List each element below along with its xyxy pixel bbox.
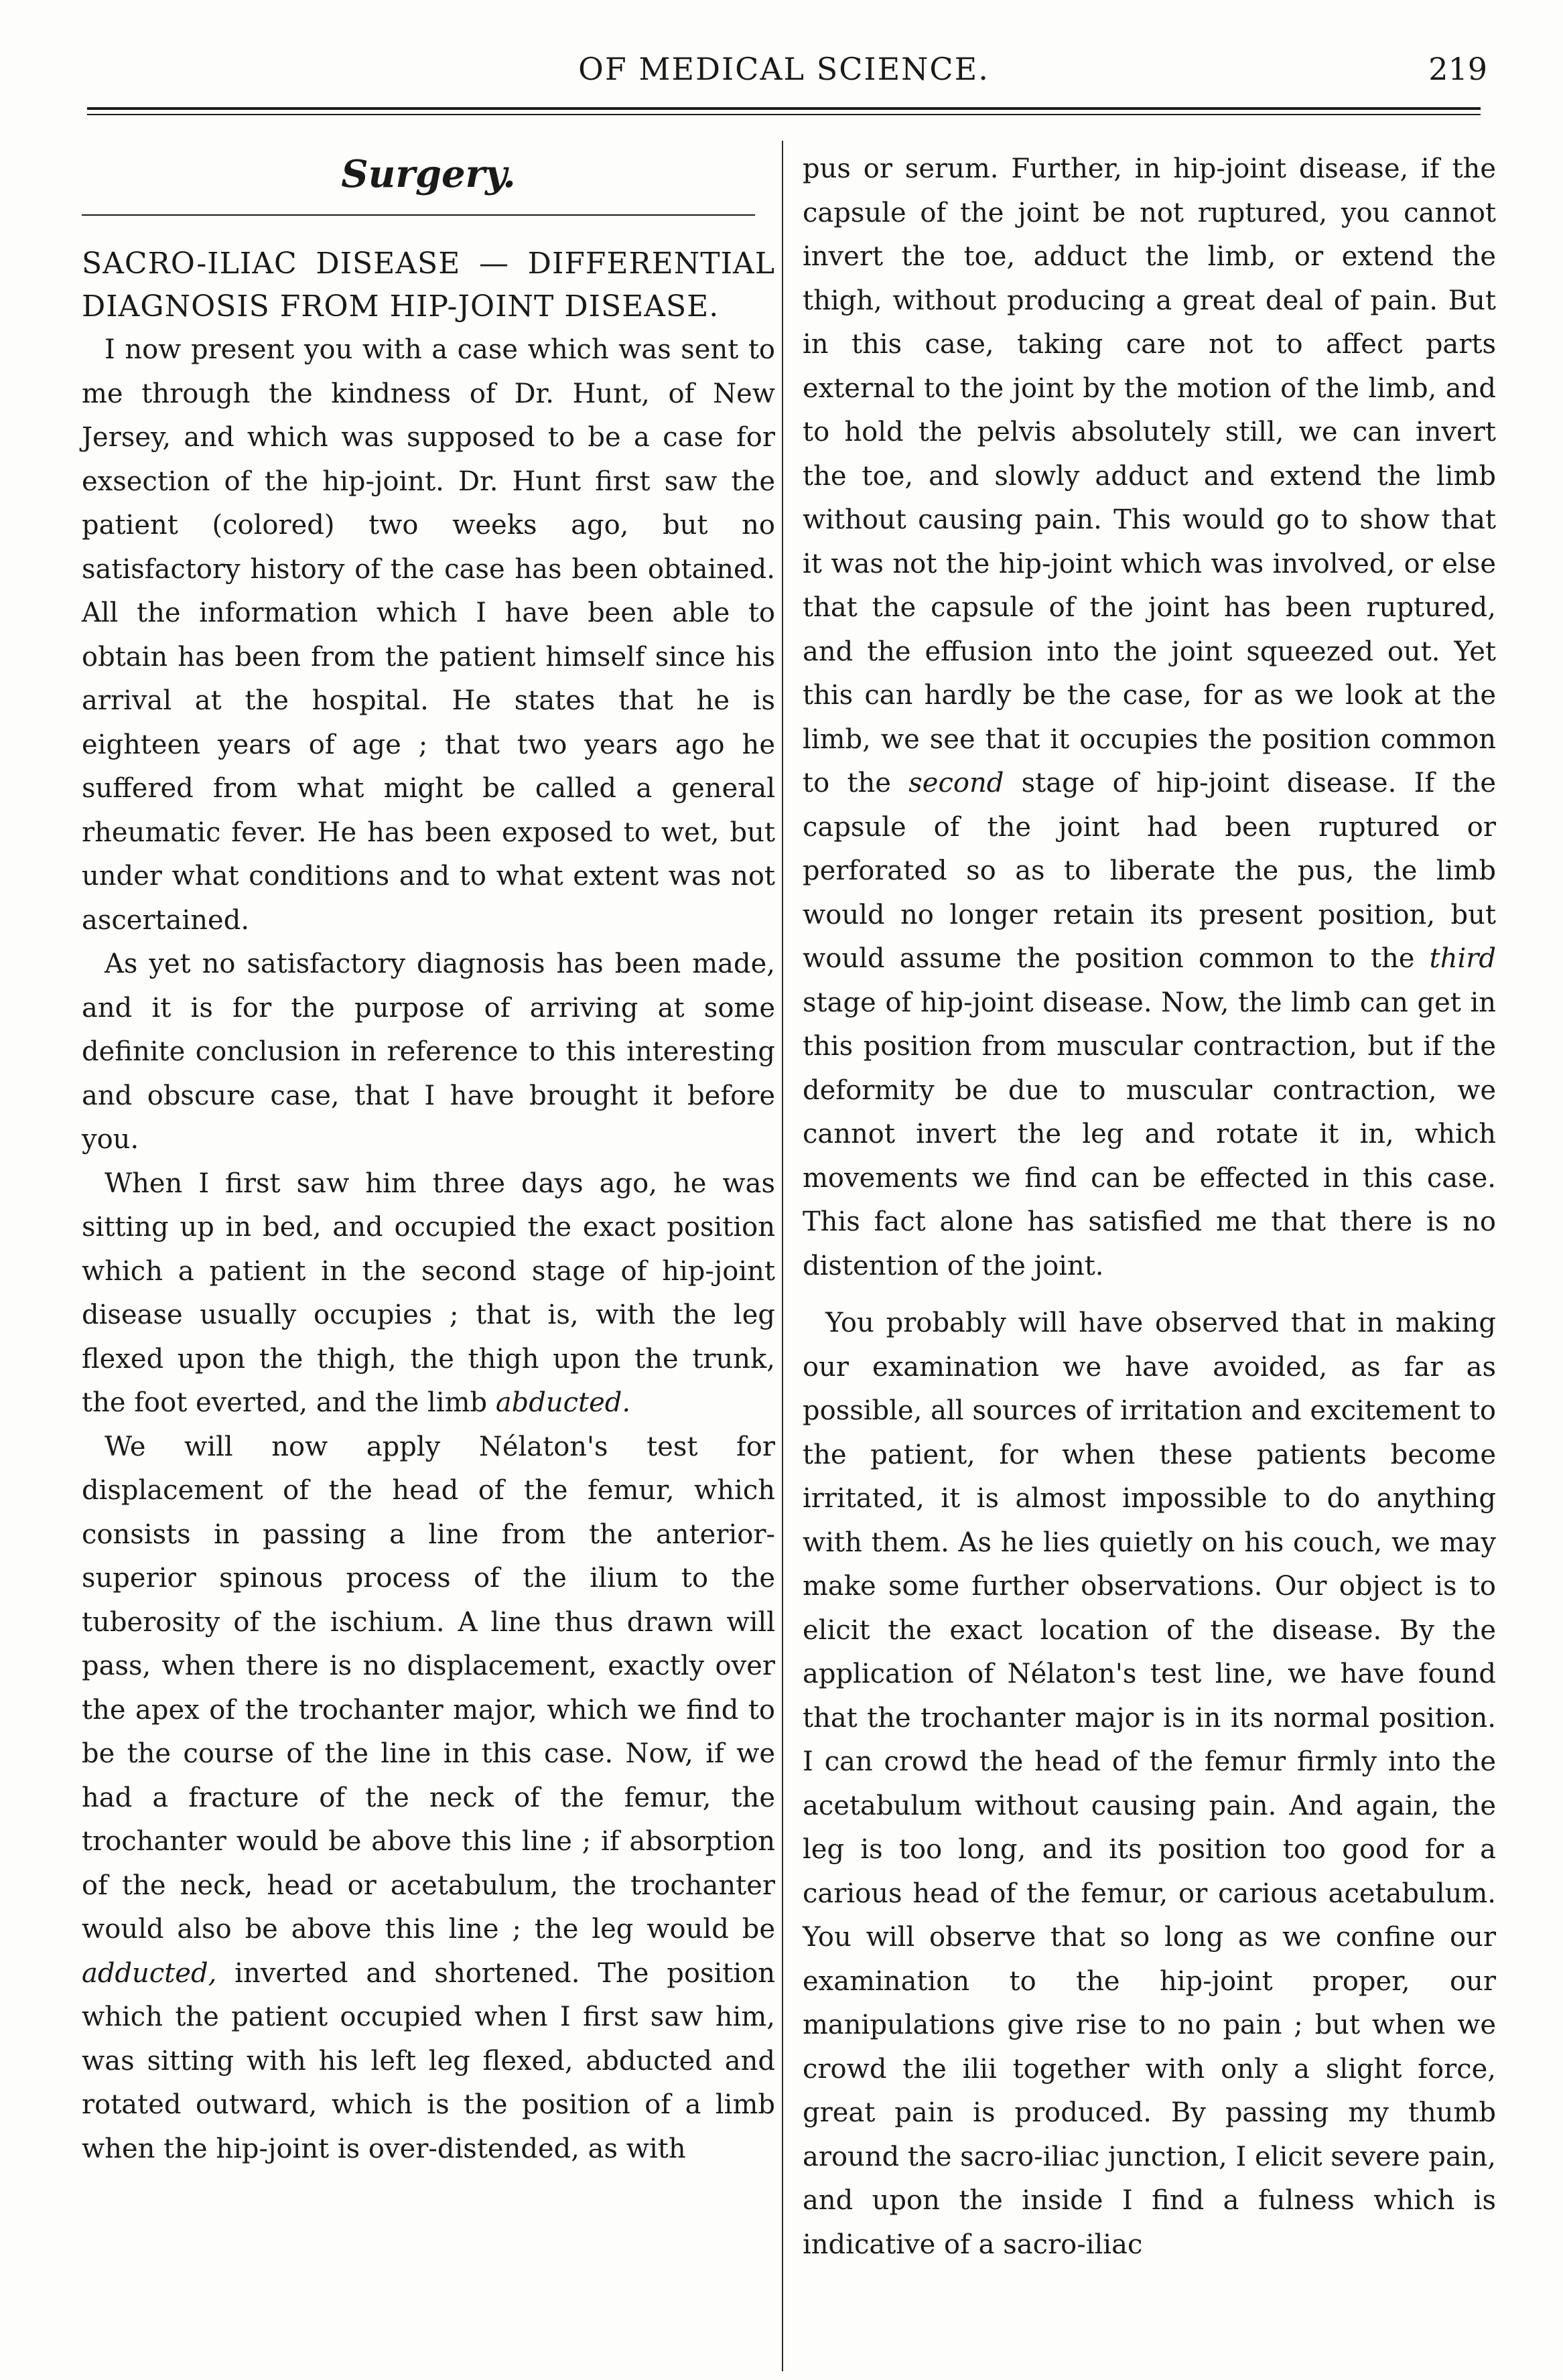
right-column	[803, 147, 1496, 2267]
paragraph: When I first saw him three days ago, he was sitting up in bed, and occupied the exact position which a patient in the second stage of hip-joint disease usually occupies ; that is, with the leg flexed upon the thigh, the thigh upon the trunk, the foot everted, and the limb abducted.	[82, 1168, 775, 1418]
section-heading: Surgery.	[341, 152, 516, 196]
paragraph: You probably will have observed that in making our examination we have avoided, as far as possible, all sources of irritation and excitement to the patient, for when these patients become irritated, it is almost impossible to do anything with them. As he lies quietly on his couch, we may make some further observations. Our object is to elicit the exact location of the disease. By the application of Nélaton's test line, we have found that the trochanter major is in its normal position. I can crowd the head of the femur firmly into the acetabulum without causing pain. And again, the leg is too long, and its position too good for a carious head of the femur, or carious acetabulum. You will observe that so long as we confine our examination to the hip-joint proper, our manipulations give rise to no pain ; but when we crowd the ilii together with only a slight force, great pain is produced. By passing my thumb around the sacro-iliac junction, I elicit severe pain, and upon the inside I find a fulness which is indicative of a sacro-iliac	[803, 1308, 1496, 2260]
column-divider	[782, 141, 783, 2371]
article-title: SACRO-ILIAC DISEASE — DIFFERENTIAL DIAGNOSIS FROM HIP-JOINT DISEASE.	[82, 247, 775, 324]
paragraph: As yet no satisfactory diagnosis has been made, and it is for the purpose of arriving at some definite conclusion in reference to this interesting and obscure case, that I have brought it before you.	[82, 949, 775, 1155]
page-number: 219	[1428, 51, 1487, 87]
paragraph: We will now apply Nélaton's test for displacement of the head of the femur, which consists in passing a line from the anterior-superior spinous process of the ilium to the tuberosity of the ischium. A line thus drawn will pass, when there is no displacement, exactly over the apex of the trochanter major, which we find to be the course of the line in this case. Now, if we had a fracture of the neck of the femur, the trochanter would be above this line ; if absorption of the neck, head or acetabulum, the trochanter would also be above this line ; the leg would be adducted, inverted and shortened. The position which the patient occupied when I first saw him, was sitting with his left leg flexed, abducted and rotated outward, which is the position of a limb when the hip-joint is over-distended, as with	[82, 1431, 775, 2164]
section-rule	[82, 214, 755, 216]
paragraph: I now present you with a case which was sent to me through the kindness of Dr. Hunt, of New Jersey, and which was supposed to be a case for exsection of the hip-joint. Dr. Hunt first saw the patient (colored) two weeks ago, but no satisfactory history of the case has been obtained. All the information which I have been able to obtain has been from the patient himself since his arrival at the hospital. He states that he is eighteen years of age ; that two years ago he suffered from what might be called a general rheumatic fever. He has been exposed to wet, but under what conditions and to what extent was not ascertained.	[82, 334, 775, 936]
paragraph: pus or serum. Further, in hip-joint disease, if the capsule of the joint be not ruptured, you cannot invert the toe, adduct the limb, or extend the thigh, without producing a great deal of pain. But in this case, taking care not to affect parts external to the joint by the motion of the limb, and to hold the pelvis absolutely still, we can invert the toe, and slowly adduct and extend the limb without causing pain. This would go to show that it was not the hip-joint which was involved, or else that the capsule of the joint has been ruptured, and the effusion into the joint squeezed out. Yet this can hardly be the case, for as we look at the limb, we see that it occupies the position common to the second stage of hip-joint disease. If the capsule of the joint had been ruptured or perforated so as to liberate the pus, the limb would no longer retain its present position, but would assume the position common to the third stage of hip-joint disease. Now, the limb can get in this position from muscular contraction, but if the deformity be due to muscular contraction, we cannot invert the leg and rotate it in, which movements we find can be effected in this case. This fact alone has satisfied me that there is no distention of the joint.	[803, 153, 1496, 1281]
left-column	[82, 147, 775, 2171]
header-rule	[87, 107, 1481, 110]
running-title: OF MEDICAL SCIENCE.	[578, 51, 990, 87]
running-head	[80, 39, 1487, 106]
header-rule-thin	[87, 114, 1481, 115]
